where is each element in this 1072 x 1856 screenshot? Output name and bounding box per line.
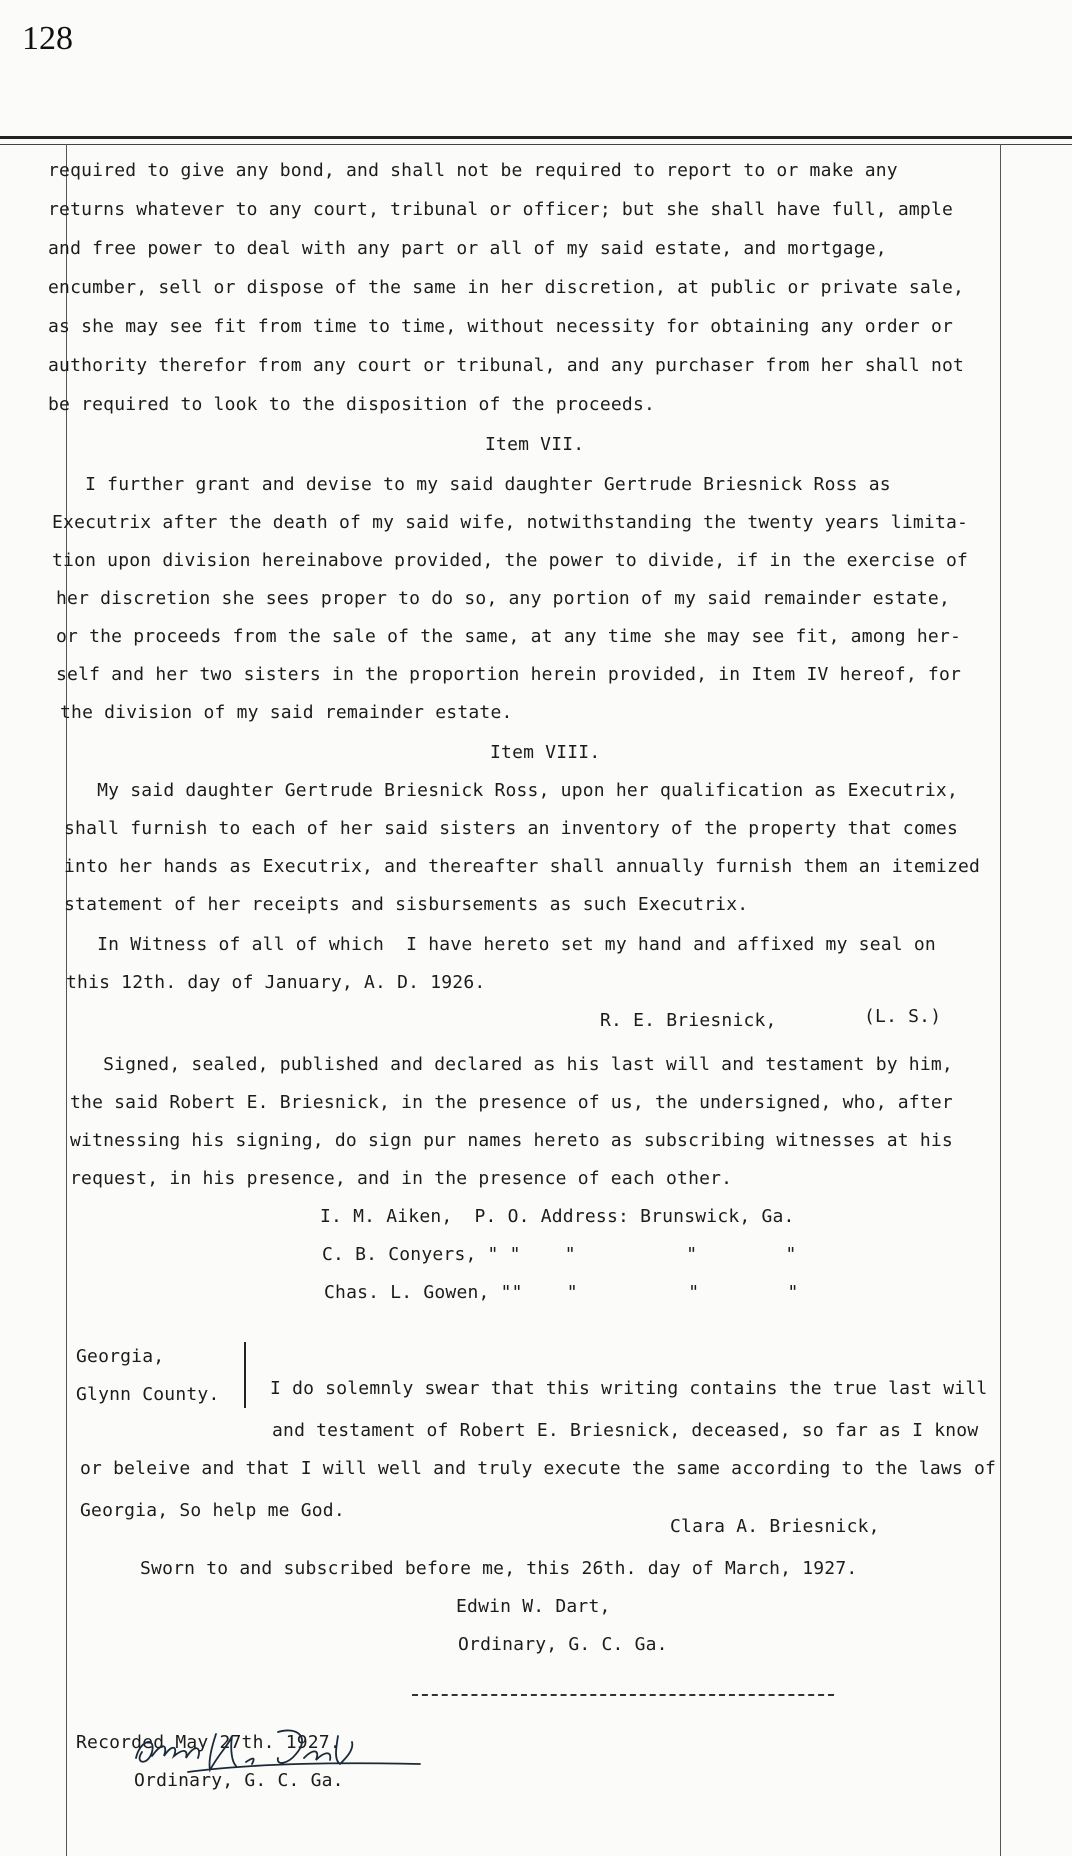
testator-signature: R. E. Briesnick,: [600, 1010, 777, 1031]
officer-title: Ordinary, G. C. Ga.: [458, 1634, 668, 1655]
witness-line: C. B. Conyers, " " " " ": [322, 1244, 797, 1265]
body-line: authority therefor from any court or tribunal, and any purchaser from her shall not: [48, 355, 965, 376]
item-viii-line: this 12th. day of January, A. D. 1926.: [66, 972, 486, 993]
body-line: required to give any bond, and shall not be required to report to or make any: [48, 160, 898, 181]
witness-line: I. M. Aiken, P. O. Address: Brunswick, Ga.: [320, 1206, 795, 1227]
right-margin-line: [1000, 144, 1001, 1856]
item-viii-heading: Item VIII.: [490, 742, 601, 763]
item-vii-line: Executrix after the death of my said wife, notwithstanding the twenty years limita-: [52, 512, 969, 533]
body-line: returns whatever to any court, tribunal or officer; but she shall have full, ample: [48, 199, 954, 220]
oath-county: Glynn County.: [76, 1384, 220, 1405]
item-vii-line: her discretion she sees proper to do so, any portion of my said remainder estate,: [56, 588, 950, 609]
item-vii-heading: Item VII.: [485, 434, 585, 455]
item-viii-line: My said daughter Gertrude Briesnick Ross, upon her qualification as Executrix,: [64, 780, 958, 801]
attestation-line: Signed, sealed, published and declared as his last will and testament by him,: [70, 1054, 953, 1075]
body-line: encumber, sell or dispose of the same in her discretion, at public or private sale,: [48, 277, 965, 298]
item-viii-line: In Witness of all of which I have hereto set my hand and affixed my seal on: [64, 934, 936, 955]
oath-line: Georgia, So help me God.: [80, 1500, 345, 1521]
header-rule: [0, 136, 1072, 145]
item-vii-line: self and her two sisters in the proportion herein provided, in Item IV hereof, for: [56, 664, 962, 685]
oath-line: and testament of Robert E. Briesnick, deceased, so far as I know: [272, 1420, 979, 1441]
body-line: and free power to deal with any part or all of my said estate, and mortgage,: [48, 238, 887, 259]
body-line: as she may see fit from time to time, without necessity for obtaining any order or: [48, 316, 954, 337]
oath-line: or beleive and that I will well and truly execute the same according to the laws of: [80, 1458, 997, 1479]
sworn-statement: Sworn to and subscribed before me, this 26th. day of March, 1927.: [140, 1558, 858, 1579]
seal-mark: (L. S.): [864, 1006, 942, 1027]
oath-first-line: I do solemnly swear that this writing contains the true last will: [270, 1378, 988, 1399]
witness-line: Chas. L. Gowen, "" " " ": [324, 1282, 799, 1303]
recorder-title: Ordinary, G. C. Ga.: [134, 1770, 344, 1791]
page-number: 128: [22, 20, 73, 57]
item-vii-line: tion upon division hereinabove provided, the power to divide, if in the exercise of: [52, 550, 969, 571]
item-vii-line: I further grant and devise to my said daughter Gertrude Briesnick Ross as: [52, 474, 891, 495]
item-viii-line: statement of her receipts and sisbursements as such Executrix.: [64, 894, 749, 915]
officer-name: Edwin W. Dart,: [456, 1596, 611, 1617]
venue-brace: [244, 1342, 246, 1408]
oath-signer: Clara A. Briesnick,: [670, 1516, 880, 1537]
divider-rule: [412, 1694, 834, 1696]
item-vii-line: or the proceeds from the sale of the same, at any time she may see fit, among her-: [56, 626, 962, 647]
item-viii-line: into her hands as Executrix, and thereafter shall annually furnish them an itemized: [64, 856, 981, 877]
oath-state: Georgia,: [76, 1346, 165, 1367]
recorded-date: Recorded May 27th. 1927.: [76, 1732, 341, 1753]
attestation-line: witnessing his signing, do sign pur names hereto as subscribing witnesses at his: [70, 1130, 953, 1151]
item-vii-line: the division of my said remainder estate.: [60, 702, 513, 723]
attestation-line: the said Robert E. Briesnick, in the presence of us, the undersigned, who, after: [70, 1092, 953, 1113]
item-viii-line: shall furnish to each of her said sisters an inventory of the property that comes: [64, 818, 958, 839]
body-line: be required to look to the disposition of the proceeds.: [48, 394, 656, 415]
attestation-line: request, in his presence, and in the presence of each other.: [70, 1168, 733, 1189]
